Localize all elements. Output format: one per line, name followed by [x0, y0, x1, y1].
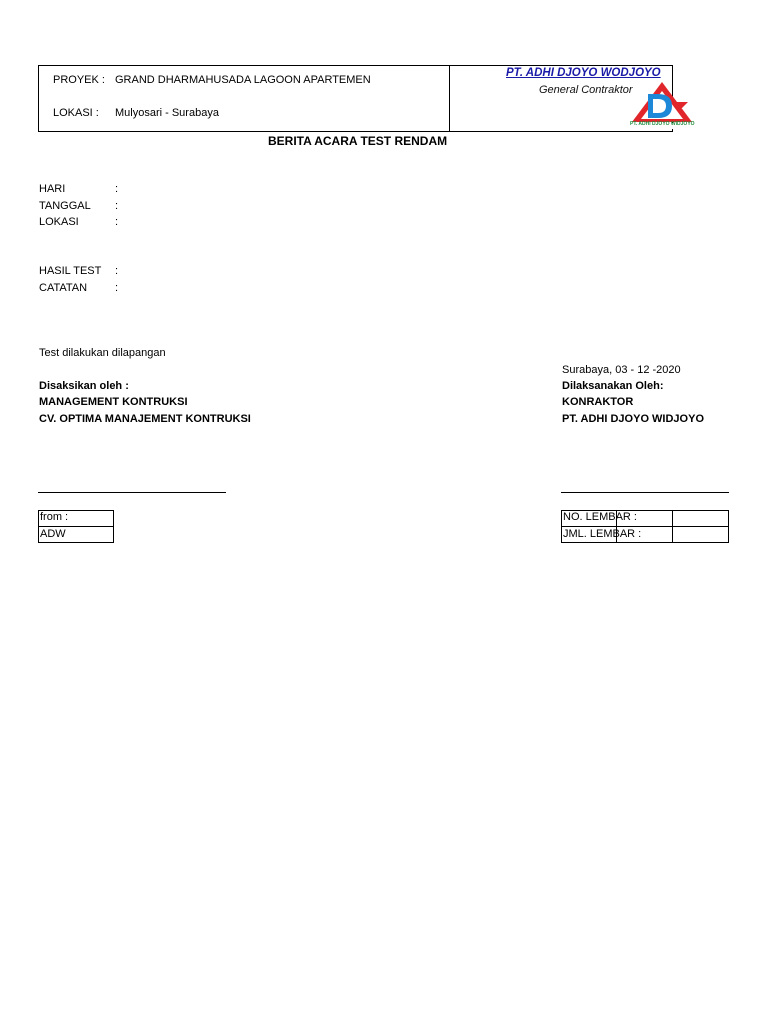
- company-logo: [628, 80, 696, 130]
- from-value: ADW: [40, 528, 66, 540]
- from-label: from :: [40, 511, 69, 523]
- field-sep-hari: :: [115, 183, 119, 195]
- left-sign-heading: Disaksikan oleh :: [39, 380, 129, 392]
- header-divider: [449, 65, 450, 132]
- place-date: Surabaya, 03 - 12 -2020: [562, 364, 681, 376]
- lokasi-value: Mulyosari - Surabaya: [115, 107, 219, 119]
- left-sign-line2: CV. OPTIMA MANAJEMENT KONTRUKSI: [39, 413, 251, 425]
- lembar-box-divider: [561, 526, 729, 527]
- proyek-value: GRAND DHARMAHUSADA LAGOON APARTEMEN: [115, 74, 371, 86]
- left-signature-line: [38, 492, 226, 493]
- company-name: PT. ADHI DJOYO WODJOYO: [506, 67, 661, 79]
- logo-text: PT. ADHI DJOYO WIDJOYO: [630, 121, 695, 127]
- field-sep-hasil-test: :: [115, 265, 119, 277]
- from-box-divider: [38, 526, 114, 527]
- proyek-label: PROYEK :: [53, 74, 105, 86]
- field-label-hasil-test: HASIL TEST: [39, 265, 102, 277]
- right-signature-line: [561, 492, 729, 493]
- company-role: General Contraktor: [539, 84, 633, 96]
- right-sign-line1: KONRAKTOR: [562, 396, 634, 408]
- field-sep-catatan: :: [115, 282, 119, 294]
- field-sep-lokasi: :: [115, 216, 119, 228]
- document-title: BERITA ACARA TEST RENDAM: [268, 134, 448, 148]
- note-text: Test dilakukan dilapangan: [39, 347, 166, 359]
- lokasi-label: LOKASI :: [53, 107, 99, 119]
- field-label-catatan: CATATAN: [39, 282, 88, 294]
- field-sep-tanggal: :: [115, 200, 119, 212]
- right-sign-line2: PT. ADHI DJOYO WIDJOYO: [562, 413, 705, 425]
- field-label-hari: HARI: [39, 183, 66, 195]
- no-lembar-label: NO. LEMBAR :: [563, 511, 637, 523]
- field-label-tanggal: TANGGAL: [39, 200, 91, 212]
- lembar-box-divider-v2: [672, 510, 673, 543]
- left-sign-line1: MANAGEMENT KONTRUKSI: [39, 396, 188, 408]
- right-sign-heading: Dilaksanakan Oleh:: [562, 380, 664, 392]
- field-label-lokasi: LOKASI: [39, 216, 79, 228]
- jml-lembar-label: JML. LEMBAR :: [563, 528, 642, 540]
